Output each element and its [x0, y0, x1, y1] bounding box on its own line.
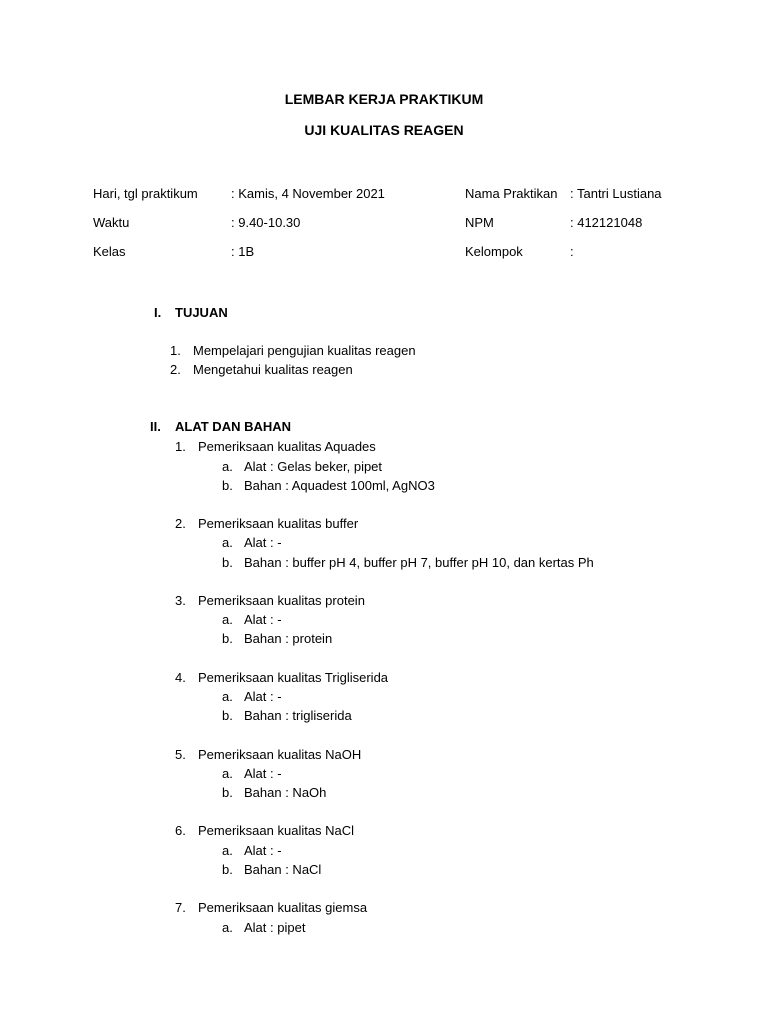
list-item: Pemeriksaan kualitas Aquades [198, 439, 376, 454]
sub-list-letter: b. [222, 631, 233, 646]
sub-list-letter: a. [222, 612, 233, 627]
list-number: 1. [175, 439, 186, 454]
sub-list-letter: a. [222, 535, 233, 550]
sub-list-item: Bahan : protein [244, 631, 333, 646]
sub-list-item: Alat : - [244, 766, 282, 781]
list-item: Pemeriksaan kualitas Trigliserida [198, 670, 389, 685]
sub-list-letter: b. [222, 555, 233, 570]
sub-list-item: Alat : - [244, 843, 282, 858]
list-number: 1. [170, 343, 181, 358]
info-value: : 412121048 [570, 215, 643, 230]
list-item: Mengetahui kualitas reagen [193, 362, 353, 377]
section-numeral: I. [154, 305, 162, 320]
sub-list-letter: b. [222, 708, 233, 723]
sub-list-letter: a. [222, 689, 233, 704]
document-title: LEMBAR KERJA PRAKTIKUM [284, 91, 484, 107]
info-label: Kelompok [465, 244, 523, 259]
sub-list-item: Alat : - [244, 535, 282, 550]
info-label: Nama Praktikan [465, 186, 558, 201]
sub-list-item: Alat : - [244, 612, 282, 627]
sub-list-item: Alat : Gelas beker, pipet [244, 459, 383, 474]
sub-list-letter: b. [222, 862, 233, 877]
list-number: 6. [175, 823, 186, 838]
section-heading: ALAT DAN BAHAN [175, 419, 292, 434]
info-value: : Kamis, 4 November 2021 [231, 186, 385, 201]
sub-list-item: Bahan : NaOh [244, 785, 327, 800]
list-number: 2. [170, 362, 181, 377]
sub-list-letter: b. [222, 478, 233, 493]
sub-list-letter: a. [222, 843, 233, 858]
list-number: 3. [175, 593, 186, 608]
info-label: Waktu [93, 215, 130, 230]
document-subtitle: UJI KUALITAS REAGEN [304, 122, 464, 138]
sub-list-letter: a. [222, 459, 233, 474]
info-value: : Tantri Lustiana [570, 186, 662, 201]
info-row-date [0, 186, 768, 204]
sub-list-item: Alat : - [244, 689, 282, 704]
list-number: 7. [175, 900, 186, 915]
info-label: Hari, tgl praktikum [93, 186, 198, 201]
sub-list-item: Alat : pipet [244, 920, 306, 935]
list-item: Pemeriksaan kualitas giemsa [198, 900, 368, 915]
sub-list-item: Bahan : buffer pH 4, buffer pH 7, buffer pH 10, dan kertas Ph [244, 555, 594, 570]
list-item: Mempelajari pengujian kualitas reagen [193, 343, 416, 358]
list-number: 4. [175, 670, 186, 685]
list-number: 2. [175, 516, 186, 531]
info-value: : 1B [231, 244, 255, 259]
info-row-time [0, 215, 768, 233]
info-row-class [0, 244, 768, 262]
info-label: NPM [465, 215, 494, 230]
list-item: Pemeriksaan kualitas NaOH [198, 747, 362, 762]
sub-list-letter: a. [222, 766, 233, 781]
info-value: : 9.40-10.30 [231, 215, 301, 230]
list-item: Pemeriksaan kualitas NaCl [198, 823, 355, 838]
sub-list-item: Bahan : NaCl [244, 862, 322, 877]
list-item: Pemeriksaan kualitas buffer [198, 516, 359, 531]
sub-list-item: Bahan : trigliserida [244, 708, 352, 723]
section-numeral: II. [150, 419, 161, 434]
section-heading: TUJUAN [175, 305, 228, 320]
sub-list-letter: a. [222, 920, 233, 935]
sub-list-letter: b. [222, 785, 233, 800]
list-item: Pemeriksaan kualitas protein [198, 593, 365, 608]
info-label: Kelas [93, 244, 126, 259]
list-number: 5. [175, 747, 186, 762]
info-value: : [570, 244, 574, 259]
sub-list-item: Bahan : Aquadest 100ml, AgNO3 [244, 478, 435, 493]
